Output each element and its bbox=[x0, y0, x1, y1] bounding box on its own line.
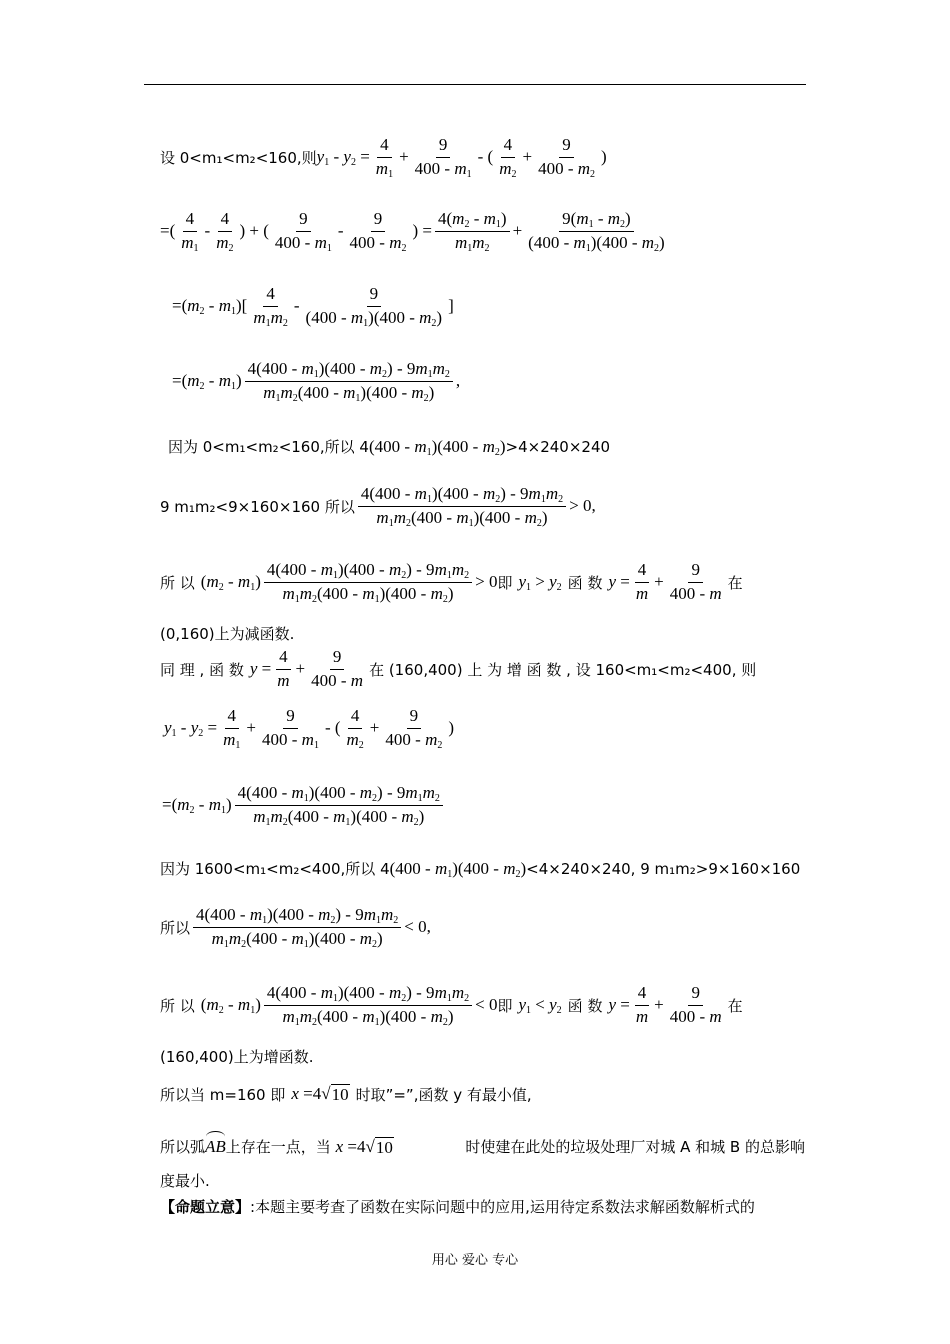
eq-line-2: =( $\frac{4}{m_1}$ - $\frac{4}{m_2}$ ) + ( $\frac{9}{400 - m_1}$ - $\frac{9}{400 - m_2}$ ) = $\frac{4(m_2 - m_1)}{m_1m_2}$ + $\frac{9(m_1 - m_2)}{(400 - m_1)(400 - m_2)}$ bbox=[160, 209, 665, 254]
purpose-line bbox=[160, 1196, 755, 1217]
case2-sign: 所 以 $(m_2 - m_1)$ $\frac{4(400 - m_1)(400 - m_2) - 9m_1m_2}{m_1m_2(400 - m_1)(400 - m_2)}$ < 0 即 $y_1 < y_2$ 函 数 y = $\frac{4}{m}$ + $\frac{9}{400 - m}$ 在 bbox=[160, 983, 743, 1028]
page-footer: 用心 爱心 专心 bbox=[431, 1253, 519, 1268]
eq-line-1: 设 0<m₁<m₂<160,则 $y_1 - y_2$ = $\frac{4}{m_1}$ + $\frac{9}{400 - m_1}$ - ( $\frac{4}{m_2}$ + $\frac{9}{400 - m_2}$ ) bbox=[160, 135, 607, 180]
arc-line-continuation: 度最小. bbox=[160, 1172, 210, 1190]
case1-conclusion: (0,160)上为减函数. bbox=[160, 625, 295, 643]
purpose-label: 【命题立意】 bbox=[160, 1198, 251, 1216]
case2-factored: $=(m_2 - m_1)$ $\frac{4(400 - m_1)(400 - m_2) - 9m_1m_2}{m_1m_2(400 - m_1)(400 - m_2)}$ bbox=[162, 784, 446, 826]
minimum-line: 所以当 m=160 即 x =4 √ 10 时取”=”,函数 y 有最小值, bbox=[160, 1084, 532, 1104]
case2-because: 因为 1600<m₁<m₂<400,所以 4 $(400 - m_1)(400 - m_2)$ <4×240×240, 9 m₁m₂>9×160×160 bbox=[160, 858, 801, 880]
case2-diff: $y_1 - y_2$ = $\frac{4}{m_1}$ + $\frac{9}{400 - m_1}$ - ( $\frac{4}{m_2}$ + $\frac{9}{400 - m_2}$ ) bbox=[164, 706, 455, 751]
arc-line: 所以弧AB上存在一点，当 x =4 √ 10 时使建在此处的垃圾处理厂对城 A 和城 B 的总影响 bbox=[160, 1137, 805, 1157]
case2-intro: 同 理 , 函 数 y = $\frac{4}{m}$ + $\frac{9}{400 - m}$ 在 (160,400) 上 为 增 函 数 , 设 160<m₁<m₂<400, 则 bbox=[160, 647, 757, 690]
case1-sign: 所 以 $(m_2 - m_1)$ $\frac{4(400 - m_1)(400 - m_2) - 9m_1m_2}{m_1m_2(400 - m_1)(400 - m_2)}$ > 0 即 $y_1 > y_2$ 函 数 y = $\frac{4}{m}$ + $\frac{9}{400 - m}$ 在 bbox=[160, 560, 743, 605]
intro-text: 设 0<m₁<m₂<160,则 bbox=[160, 148, 317, 167]
eq-line-3: $=(m_2 - m_1)$[ $\frac{4}{m_1m_2}$ - $\frac{9}{(400 - m_1)(400 - m_2)}$ ] bbox=[172, 284, 454, 329]
purpose-text: :本题主要考查了函数在实际问题中的应用,运用待定系数法求解函数解析式的 bbox=[250, 1198, 755, 1216]
case2-conclusion: (160,400)上为增函数. bbox=[160, 1048, 314, 1066]
case2-product: 所以 $\frac{4(400 - m_1)(400 - m_2) - 9m_1m_2}{m_1m_2(400 - m_1)(400 - m_2)}$ < 0 , bbox=[160, 905, 431, 950]
arc-ab-symbol: AB bbox=[205, 1137, 226, 1156]
case1-product: 9 m₁m₂<9×160×160 所以 $\frac{4(400 - m_1)(400 - m_2) - 9m_1m_2}{m_1m_2(400 - m_1)(400 - m_2)}$ > 0 , bbox=[160, 484, 596, 529]
eq-line-4: $=(m_2 - m_1)$ $\frac{4(400 - m_1)(400 - m_2) - 9m_1m_2}{m_1m_2(400 - m_1)(400 - m_2)}$ , bbox=[172, 359, 461, 404]
header-rule bbox=[144, 84, 806, 85]
case1-because: 因为 0<m₁<m₂<160,所以 4 $(400 - m_1)(400 - m_2)$ >4×240×240 bbox=[168, 436, 611, 458]
